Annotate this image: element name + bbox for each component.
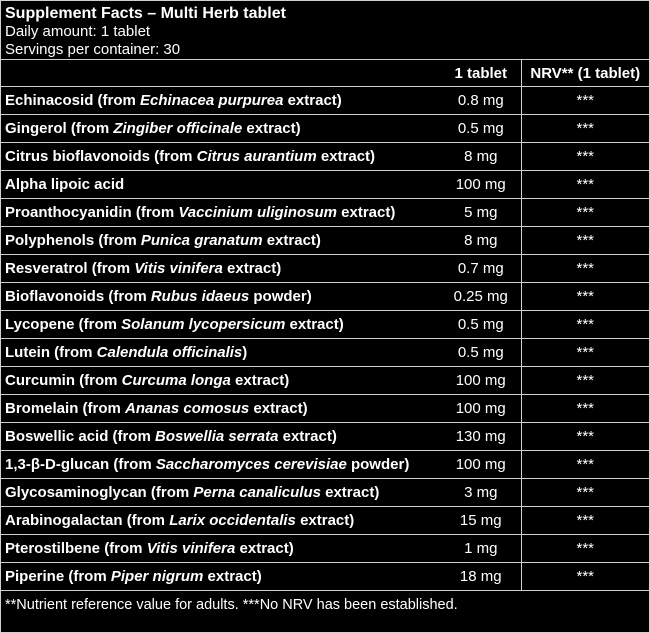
nrv-value: *** [521,143,649,171]
ingredient-name [1,171,441,199]
ingredient-text-suffix: extract) [316,148,376,165]
ingredient-text-suffix: extract) [278,428,337,445]
daily-amount: Daily amount: 1 tablet [5,23,151,40]
ingredient-source-latin: Piper nigrum [110,568,204,585]
amount-per-tablet: 8 mg [441,143,521,171]
ingredient-name [1,311,441,339]
ingredient-name [1,339,441,367]
amount-per-tablet: 100 mg [441,451,521,479]
ingredient-text: Echinacosid (from [5,92,141,109]
ingredient-text: Curcumin (from [5,372,122,389]
ingredient-text: Piperine (from [5,568,111,585]
servings-per-container: Servings per container: 30 [5,41,181,58]
ingredient-name [1,255,441,283]
table-row [1,535,649,563]
ingredient-text-suffix: extract) [203,568,262,585]
nrv-value: *** [521,535,649,563]
ingredient-name [1,563,441,591]
amount-per-tablet: 130 mg [441,423,521,451]
facts-rows [1,87,649,591]
ingredient-source-latin: Vitis vinifera [134,260,223,277]
amount-per-tablet: 18 mg [441,563,521,591]
nrv-value: *** [521,451,649,479]
ingredient-source-latin: Vitis vinifera [146,540,236,557]
ingredient-text-suffix: extract) [262,232,321,249]
table-row [1,339,649,367]
nrv-value: *** [521,507,649,535]
ingredient-text: Glycosaminoglycan (from [5,484,194,501]
ingredient-source-latin: Solanum lycopersicum [121,316,286,333]
amount-per-tablet: 1 mg [441,535,521,563]
ingredient-source-latin: Punica granatum [140,232,263,249]
ingredient-name [1,227,441,255]
ingredient-source-latin: Rubus idaeus [150,288,250,305]
ingredient-name [1,143,441,171]
ingredient-text-suffix: extract) [336,204,396,221]
ingredient-text-suffix: extract) [242,120,301,137]
facts-title: Supplement Facts – Multi Herb tablet [5,5,286,22]
amount-per-tablet: 5 mg [441,199,521,227]
ingredient-name [1,115,441,143]
amount-per-tablet: 0.5 mg [441,339,521,367]
ingredient-text-suffix: extract) [235,540,294,557]
nrv-value: *** [521,339,649,367]
nrv-value: *** [521,115,649,143]
table-row [1,395,649,423]
amount-per-tablet: 3 mg [441,479,521,507]
ingredient-name [1,479,441,507]
facts-footnote: **Nutrient reference value for adults. ***No NRV has been established. [5,597,458,613]
ingredient-name [1,535,441,563]
table-row [1,143,649,171]
table-row [1,87,649,115]
ingredient-text: Bioflavonoids (from [5,288,151,305]
ingredient-text-suffix: extract) [230,372,290,389]
amount-per-tablet: 100 mg [441,395,521,423]
ingredient-source-latin: Curcuma longa [121,372,231,389]
table-row [1,255,649,283]
nrv-value: *** [521,423,649,451]
ingredient-text: Lutein (from [5,344,97,361]
nrv-column-header: NRV** (1 tablet) [521,60,649,87]
ingredient-name [1,367,441,395]
ingredient-text-suffix: extract) [283,92,342,109]
ingredient-name [1,283,441,311]
ingredient-source-latin: Calendula officinalis [96,344,243,361]
amount-per-tablet: 0.25 mg [441,283,521,311]
nrv-value: *** [521,199,649,227]
ingredient-name [1,199,441,227]
ingredient-text: Boswellic acid (from [5,428,156,445]
ingredient-source-latin: Perna canaliculus [193,484,321,501]
ingredient-source-latin: Vaccinium uliginosum [178,204,337,221]
ingredient-column-header [1,60,441,87]
table-row [1,283,649,311]
amount-per-tablet: 0.5 mg [441,115,521,143]
ingredient-text: Gingerol (from [5,120,114,137]
nrv-value: *** [521,479,649,507]
ingredient-text: Bromelain (from [5,400,126,417]
ingredient-text-suffix: extract) [249,400,308,417]
ingredient-text: Proanthocyanidin (from [5,204,179,221]
ingredient-name [1,395,441,423]
ingredient-text-suffix: extract) [295,512,355,529]
amount-per-tablet: 0.5 mg [441,311,521,339]
table-row [1,227,649,255]
ingredient-name [1,87,441,115]
nrv-value: *** [521,171,649,199]
ingredient-text: Polyphenols (from [5,232,141,249]
table-row [1,423,649,451]
table-row [1,171,649,199]
ingredient-source-latin: Larix occidentalis [169,512,296,529]
amount-per-tablet: 100 mg [441,171,521,199]
ingredient-name [1,507,441,535]
amount-per-tablet: 0.7 mg [441,255,521,283]
ingredient-text-suffix: extract) [222,260,282,277]
ingredient-text-suffix: extract) [320,484,380,501]
ingredient-source-latin: Boswellia serrata [155,428,279,445]
table-row [1,311,649,339]
table-header-row [1,60,649,87]
nrv-value: *** [521,395,649,423]
table-row [1,507,649,535]
amount-per-tablet: 100 mg [441,367,521,395]
nrv-value: *** [521,87,649,115]
table-row [1,199,649,227]
ingredient-text: Alpha lipoic acid [5,176,125,193]
ingredient-text: 1,3-β-D-glucan (from [5,456,156,473]
nrv-value: *** [521,227,649,255]
table-row [1,563,649,591]
ingredient-text: Lycopene (from [5,316,122,333]
ingredient-text-suffix: powder) [346,456,410,473]
ingredient-text-suffix: ) [242,344,248,361]
ingredient-source-latin: Citrus aurantium [196,148,317,165]
amount-column-header: 1 tablet [441,60,521,87]
ingredient-name [1,423,441,451]
facts-header [1,1,649,59]
ingredient-text: Resveratrol (from [5,260,135,277]
table-row [1,479,649,507]
amount-per-tablet: 0.8 mg [441,87,521,115]
ingredient-text: Citrus bioflavonoids (from [5,148,197,165]
amount-per-tablet: 8 mg [441,227,521,255]
ingredient-source-latin: Echinacea purpurea [140,92,284,109]
ingredient-text-suffix: extract) [285,316,344,333]
ingredient-text: Pterostilbene (from [5,540,147,557]
facts-table [1,59,649,591]
table-row [1,367,649,395]
ingredient-text-suffix: powder) [249,288,312,305]
nrv-value: *** [521,367,649,395]
nrv-value: *** [521,563,649,591]
nrv-value: *** [521,255,649,283]
ingredient-text: Arabinogalactan (from [5,512,170,529]
amount-per-tablet: 15 mg [441,507,521,535]
nrv-value: *** [521,311,649,339]
ingredient-name [1,451,441,479]
ingredient-source-latin: Zingiber officinale [113,120,243,137]
ingredient-source-latin: Saccharomyces cerevisiae [155,456,347,473]
nrv-value: *** [521,283,649,311]
table-row [1,115,649,143]
table-row [1,451,649,479]
ingredient-source-latin: Ananas comosus [125,400,250,417]
